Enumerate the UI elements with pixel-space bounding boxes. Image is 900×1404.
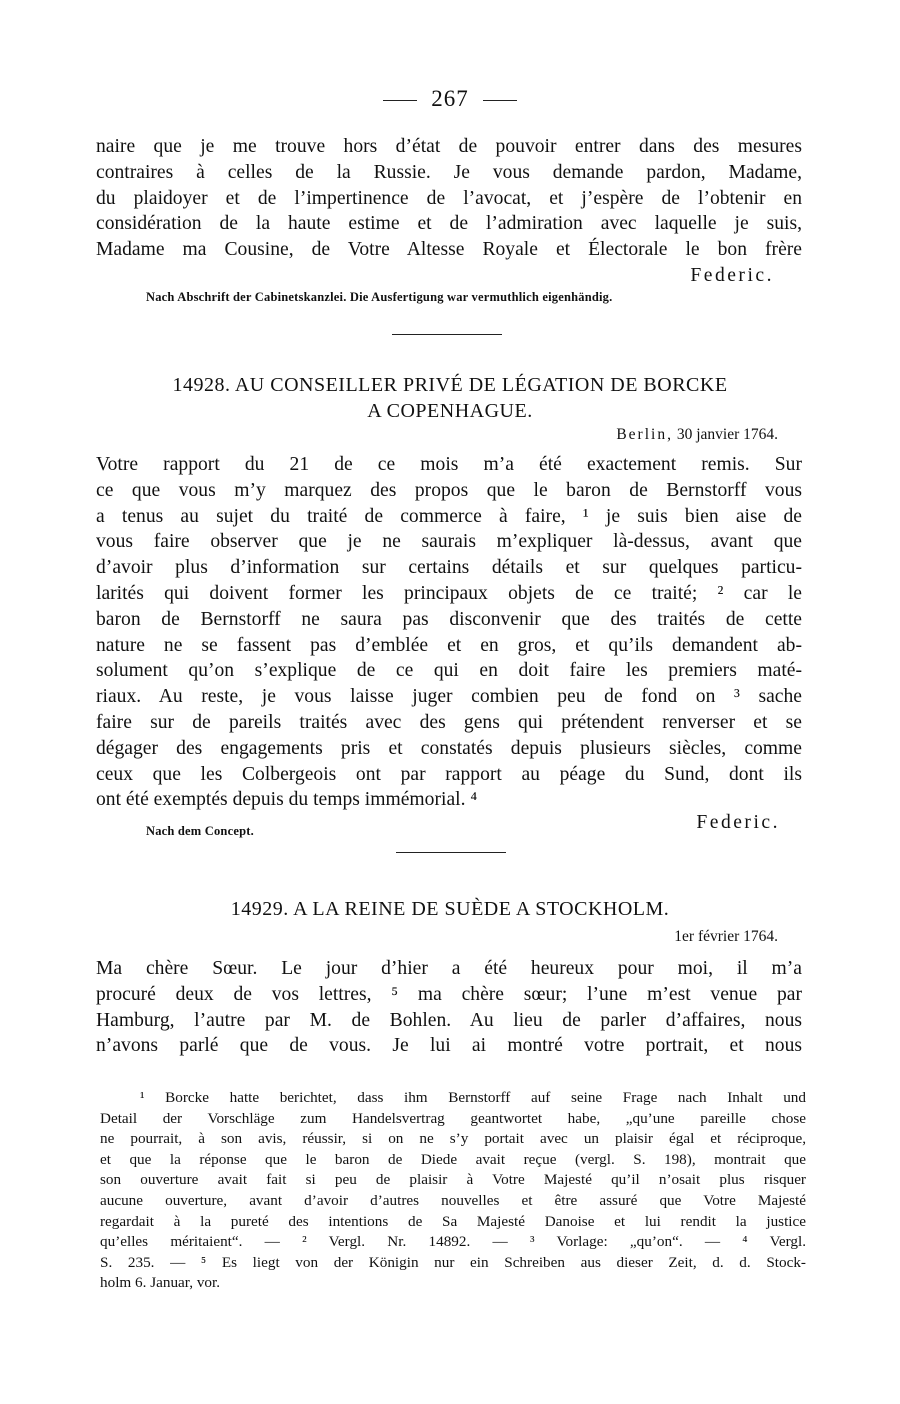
text-line: larités qui doivent former les principaux objets de ce traité; ² car le xyxy=(96,582,802,604)
letter-title: 14929. A LA REINE DE SUÈDE A STOCKHOLM. xyxy=(230,898,670,920)
text-line: solument qu’on s’explique de ce qui en doit faire les premiers maté- xyxy=(96,660,802,682)
text-line: riaux. Au reste, je vous laisse juger combien peu de fond on ³ sache xyxy=(96,686,802,708)
footnote-line: qu’elles méritaient“. — ² Vergl. Nr. 14892. — ³ Vorlage: „qu’on“. — ⁴ Vergl. xyxy=(100,1233,806,1251)
text-line: ceux que les Colbergeois ont par rapport au péage du Sund, dont ils xyxy=(96,763,802,785)
date-value: 30 janvier 1764. xyxy=(676,426,778,443)
text-line: Ma chère Sœur. Le jour d’hier a été heureux pour moi, il m’a xyxy=(96,958,802,979)
footnote-line: regardait à la pureté des intentions de Sa Majesté Danoise et lui rendit la justice xyxy=(100,1212,806,1230)
text-line: contraires à celles de la Russie. Je vous demande pardon, Madame, xyxy=(96,161,802,183)
text-line: vous faire observer que je ne saurais m’expliquer là-dessus, avant que xyxy=(96,531,802,553)
text-line: procuré deux de vos lettres, ⁵ ma chère sœur; l’une m’est venue par xyxy=(96,983,802,1005)
text-line: dégager des engagements pris et constatés depuis plusieurs siècles, comme xyxy=(96,737,802,759)
page-header xyxy=(0,86,900,112)
header-dash-right xyxy=(483,100,517,101)
text-line: ont été exemptés depuis du temps immémorial. ⁴ xyxy=(96,789,478,811)
letter-body xyxy=(96,956,802,1059)
letter-body xyxy=(96,452,802,813)
text-line: considération de la haute estime et de l’admiration avec laquelle je suis, xyxy=(96,213,802,235)
letter-date xyxy=(616,426,778,444)
footnote-line: S. 235. — ⁵ Es liegt von der Königin nur ein Schreiben aus dieser Zeit, d. d. Stock- xyxy=(100,1253,806,1271)
letter-title-line: 14928. AU CONSEILLER PRIVÉ DE LÉGATION DE BORCKE xyxy=(172,374,728,396)
text-line: baron de Bernstorff ne saura pas disconvenir que des traités de cette xyxy=(96,608,802,630)
page-number: 267 xyxy=(431,86,469,111)
signature: Federic. xyxy=(696,812,780,833)
text-line: Madame ma Cousine, de Votre Altesse Royale et Électorale le bon frère xyxy=(96,239,802,261)
text-line: a tenus au sujet du traité de commerce à faire, ¹ je suis bien aise de xyxy=(96,505,802,527)
signature: Federic. xyxy=(690,264,774,286)
source-note: Nach Abschrift der Cabinetskanzlei. Die Ausfertigung war vermuthlich eigenhändig. xyxy=(146,290,613,304)
footnote-line: holm 6. Januar, vor. xyxy=(100,1274,221,1292)
section-divider xyxy=(392,334,502,335)
text-line: n’avons parlé que de vous. Je lui ai montré votre portrait, et nous xyxy=(96,1035,802,1057)
header-dash-left xyxy=(383,100,417,101)
footnote-line: aucune ouverture, avant d’avoir d’autres nouvelles et être assuré que Votre Majesté xyxy=(100,1191,806,1209)
footnote-line: et que la réponse que le baron de Diede avait reçue (vergl. S. 198), montrait que xyxy=(100,1150,806,1168)
text-line: nature ne se fassent pas d’emblée et en gros, et qu’ils demandent ab- xyxy=(96,634,802,656)
letter-title-line: A COPENHAGUE. xyxy=(367,400,533,422)
footnotes xyxy=(100,1088,806,1294)
text-line: faire sur de pareils traités avec des gens qui prétendent renverser et se xyxy=(96,711,802,733)
text-line: naire que je me trouve hors d’état de pouvoir entrer dans des mesures xyxy=(96,136,802,157)
section-divider xyxy=(396,852,506,853)
letter-title xyxy=(100,372,800,424)
text-line: ce que vous m’y marquez des propos que le baron de Bernstorff vous xyxy=(96,479,802,501)
text-line: Votre rapport du 21 de ce mois m’a été exactement remis. Sur xyxy=(96,454,802,475)
text-line: Hamburg, l’autre par M. de Bohlen. Au lieu de parler d’affaires, nous xyxy=(96,1009,802,1031)
footnote-line: Detail der Vorschläge zum Handelsvertrag geantwortet habe, „qu’une pareille chose xyxy=(100,1109,806,1127)
footnote-line: ¹ Borcke hatte berichtet, dass ihm Bernstorff auf seine Frage nach Inhalt und xyxy=(140,1089,806,1106)
source-note: Nach dem Concept. xyxy=(146,824,254,838)
text-line: du plaidoyer et de l’impertinence de l’avocat, et j’espère de l’obtenir en xyxy=(96,187,802,209)
date-place: Berlin, xyxy=(616,426,673,443)
text-line: d’avoir plus d’information sur certains détails et sur quelques particu- xyxy=(96,557,802,579)
footnote-line: son ouverture avait fait si peu de plaisir à Votre Majesté qu’il n’osait plus risquer xyxy=(100,1171,806,1189)
letter-date: 1er février 1764. xyxy=(674,928,778,945)
footnote-line: ne pourrait, à son avis, réussir, si on ne s’y portait avec un plaisir égal et réciproque, xyxy=(100,1130,806,1148)
previous-letter-closing xyxy=(96,134,802,289)
